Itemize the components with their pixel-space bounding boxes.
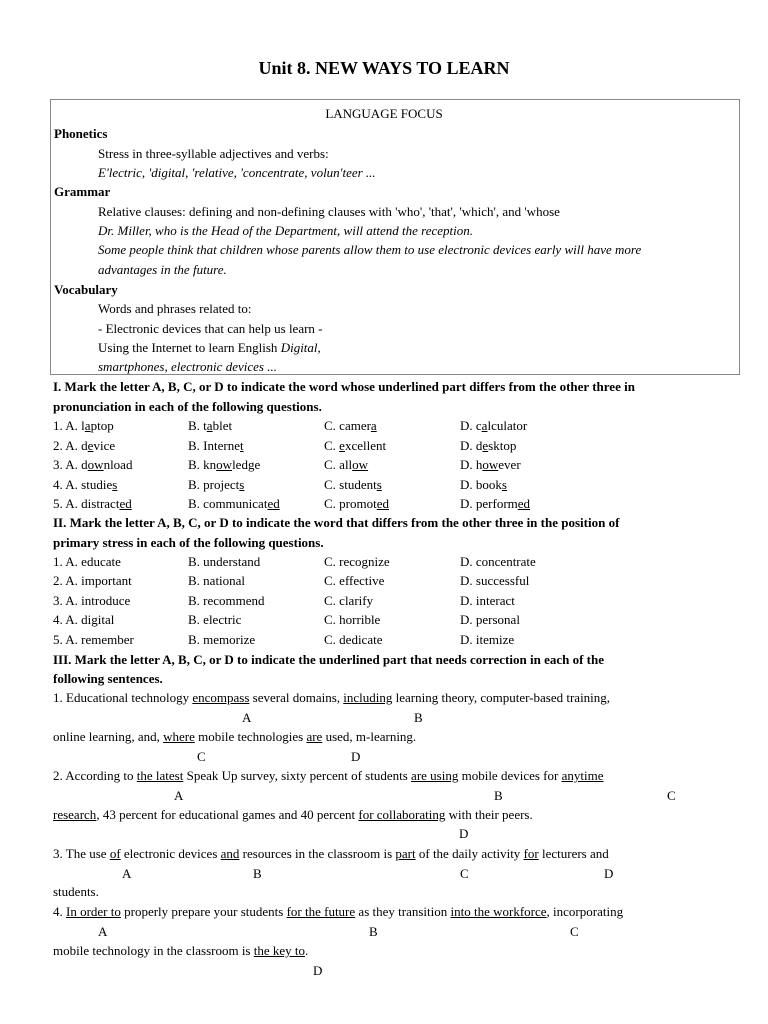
option-q1-b <box>188 418 232 434</box>
q2-letter-a: A <box>174 788 184 803</box>
underlined-part: s <box>376 476 382 492</box>
q4-letter-c: C <box>570 924 579 939</box>
stress-option-q2-b: B. national <box>188 573 246 589</box>
q1-line2 <box>53 729 416 745</box>
option-q2-b <box>188 438 244 454</box>
underlined-part: a <box>84 418 91 433</box>
language-focus-heading: LANGUAGE FOCUS <box>325 106 443 121</box>
option-text: nload <box>103 457 133 473</box>
underlined-part: a <box>206 418 213 433</box>
sentence-text: lecturers and <box>538 846 609 861</box>
grammar-example-2: Some people think that children whose parents allow them to use electronic devices early will have more <box>98 242 642 257</box>
underlined-part: for collaborating <box>358 807 446 822</box>
underlined-part: research <box>53 807 97 822</box>
sentence-text: mobile devices for <box>458 768 562 783</box>
option-text: xcellent <box>344 437 387 453</box>
stress-option-q1-a: 1. A. educate <box>53 554 121 569</box>
underlined-part: the key to <box>253 943 306 958</box>
underlined-part: a <box>370 418 377 433</box>
sentence-text: online learning, and, <box>53 729 164 744</box>
underlined-part: a <box>481 418 488 433</box>
sentence-text: properly prepare your students <box>120 904 287 919</box>
option-text: D. book <box>460 476 502 492</box>
option-text: C. student <box>324 476 377 492</box>
q3-letter-c: C <box>460 866 469 881</box>
stress-option-q4-d: D. personal <box>460 612 520 628</box>
sentence-text: , incorporating <box>546 904 624 919</box>
underlined-part: ed <box>517 496 531 512</box>
q3-letter-a: A <box>122 866 132 881</box>
stress-option-q3-a: 3. A. introduce <box>53 592 131 608</box>
underlined-part: e <box>87 437 94 453</box>
stress-option-q3-b: B. recommend <box>188 592 265 608</box>
grammar-desc: Relative clauses: defining and non-defining clauses with 'who', 'that', 'which', and 'whose <box>98 204 560 219</box>
underlined-part: anytime <box>561 768 604 783</box>
underlined-part: ow <box>216 457 233 473</box>
underlined-part: e <box>482 437 489 453</box>
vocab-line-3-text: Using the Internet to learn English <box>98 340 281 355</box>
q4-letter-a: A <box>98 924 108 939</box>
q4-line2 <box>53 943 308 959</box>
stress-option-q4-b: B. electric <box>188 612 242 628</box>
option-text: C. all <box>324 457 353 473</box>
sentence-text: used, m-learning. <box>322 729 417 744</box>
option-text: ptop <box>90 418 114 433</box>
sentence-text: electronic devices <box>120 846 221 861</box>
sentence-text: resources in the classroom is <box>239 846 396 861</box>
q3-letter-d: D <box>604 866 614 881</box>
option-text: lculator <box>487 418 528 433</box>
underlined-part: s <box>239 476 245 492</box>
q1-letter-d: D <box>351 749 361 764</box>
stress-option-q1-d: D. concentrate <box>460 554 536 569</box>
vocab-line-4: smartphones, electronic devices ... <box>98 359 277 374</box>
sentence-text: with their peers. <box>445 807 533 822</box>
option-q4-a <box>53 477 117 493</box>
underlined-part: the latest <box>136 768 184 783</box>
sentence-text: learning theory, computer-based training, <box>392 690 611 705</box>
option-q2-a <box>53 438 115 454</box>
vocab-line-3 <box>98 340 321 356</box>
q2-letter-d: D <box>459 826 469 841</box>
option-q5-d <box>460 496 530 512</box>
stress-option-q2-d: D. successful <box>460 573 530 589</box>
underlined-part: In order to <box>66 904 121 919</box>
stress-option-q2-a: 2. A. important <box>53 573 132 589</box>
option-text: C. camer <box>324 418 371 433</box>
option-text: C. <box>324 437 340 453</box>
sentence-text: Speak Up survey, sixty percent of students <box>183 768 412 783</box>
stress-option-q5-a: 5. A. remember <box>53 631 134 647</box>
option-text: ever <box>498 457 521 473</box>
option-text: C. promot <box>324 496 377 512</box>
vocab-line-1: Words and phrases related to: <box>98 301 252 316</box>
sentence-text: 3. The use <box>53 846 110 861</box>
q4-letter-b: B <box>369 924 378 939</box>
sentence-text: , 43 percent for educational games and 40 percent <box>96 807 359 822</box>
underlined-part: and <box>220 846 240 861</box>
option-q2-c <box>324 438 386 454</box>
q3-line1 <box>53 846 609 862</box>
q1-letter-b: B <box>414 710 423 725</box>
stress-option-q5-d: D. itemize <box>460 631 515 647</box>
phonetics-desc: Stress in three-syllable adjectives and verbs: <box>98 146 329 161</box>
grammar-label: Grammar <box>54 184 111 199</box>
option-q3-c <box>324 457 368 473</box>
option-q3-b <box>188 457 260 473</box>
q3-line2: students. <box>53 884 99 899</box>
underlined-part: ed <box>119 496 132 512</box>
option-q5-c <box>324 496 389 512</box>
vocab-line-3-italic: Digital, <box>280 340 321 355</box>
option-text: B. kn <box>188 457 217 473</box>
stress-option-q1-c: C. recognize <box>324 554 390 569</box>
stress-option-q3-c: C. clarify <box>324 592 374 608</box>
section3-heading-line1: III. Mark the letter A, B, C, or D to indicate the underlined part that needs correction in each of the <box>53 652 605 667</box>
q4-line1 <box>53 904 623 920</box>
option-text: 3. A. d <box>53 457 88 473</box>
option-text: B. project <box>188 476 240 492</box>
option-q3-a <box>53 457 132 473</box>
q4-letter-d: D <box>313 963 323 978</box>
sentence-text: . <box>305 943 309 958</box>
section3-heading-line2: following sentences. <box>53 671 163 686</box>
section1-heading-line1: I. Mark the letter A, B, C, or D to indicate the word whose underlined part differs from the other three in <box>53 379 635 394</box>
option-text: sktop <box>488 437 517 453</box>
underlined-part: for the future <box>286 904 356 919</box>
option-text: B. communicat <box>188 496 268 512</box>
option-text: D. d <box>460 437 483 453</box>
option-q5-b <box>188 496 280 512</box>
q1-letter-c: C <box>197 749 206 764</box>
underlined-part: are using <box>411 768 459 783</box>
option-q5-a <box>53 496 132 512</box>
option-text: 2. A. d <box>53 437 88 453</box>
underlined-part: where <box>163 729 195 744</box>
q2-letter-c: C <box>667 788 676 803</box>
phonetics-label: Phonetics <box>54 126 108 141</box>
underlined-part: ed <box>267 496 280 512</box>
stress-option-q4-a: 4. A. digital <box>53 612 115 628</box>
underlined-part: ed <box>376 496 390 512</box>
sentence-text: mobile technologies <box>194 729 307 744</box>
stress-option-q3-d: D. interact <box>460 592 515 608</box>
sentence-text: 4. <box>53 904 66 919</box>
option-q4-c <box>324 477 382 493</box>
sentence-text: several domains, <box>249 690 344 705</box>
stress-option-q4-c: C. horrible <box>324 612 381 628</box>
underlined-part: encompass <box>192 690 250 705</box>
section2-heading-line1: II. Mark the letter A, B, C, or D to indicate the word that differs from the other three in the position of <box>53 515 620 530</box>
section2-heading-line2: primary stress in each of the following questions. <box>53 535 324 550</box>
q2-line2 <box>53 807 533 823</box>
sentence-text: 1. Educational technology <box>53 690 193 705</box>
underlined-part: ow <box>87 457 104 473</box>
underlined-part: are <box>306 729 323 744</box>
stress-option-q2-c: C. effective <box>324 573 385 589</box>
option-q4-d <box>460 477 507 493</box>
page-title: Unit 8. NEW WAYS TO LEARN <box>258 58 510 78</box>
option-text: 5. A. distract <box>53 496 120 512</box>
option-text: B. Interne <box>188 437 240 453</box>
option-q1-c <box>324 418 377 434</box>
sentence-text: mobile technology in the classroom is <box>53 943 254 958</box>
underlined-part: t <box>239 437 244 453</box>
q2-letter-b: B <box>494 788 503 803</box>
stress-option-q5-c: C. dedicate <box>324 631 383 647</box>
option-text: 4. A. studie <box>53 476 113 492</box>
option-text: blet <box>212 418 233 433</box>
option-q3-d <box>460 457 521 473</box>
option-text: D. perform <box>460 496 518 512</box>
underlined-part: e <box>339 437 345 453</box>
option-text: D. c <box>460 418 482 433</box>
underlined-part: into the workforce <box>450 904 547 919</box>
underlined-part: s <box>501 476 507 492</box>
section1-heading-line2: pronunciation in each of the following questions. <box>53 399 322 414</box>
grammar-example-1: Dr. Miller, who is the Head of the Department, will attend the reception. <box>98 223 474 238</box>
option-text: vice <box>93 437 116 453</box>
vocabulary-label: Vocabulary <box>54 282 118 297</box>
sentence-text: as they transition <box>355 904 451 919</box>
phonetics-example: E'lectric, 'digital, 'relative, 'concentrate, volun'teer ... <box>98 165 376 180</box>
vocab-line-2: - Electronic devices that can help us learn - <box>98 321 323 336</box>
sentence-text: of the daily activity <box>415 846 524 861</box>
option-text: B. t <box>188 418 207 433</box>
stress-option-q5-b: B. memorize <box>188 631 256 647</box>
option-text: ledge <box>232 457 261 473</box>
underlined-part: ow <box>352 457 369 473</box>
q1-letter-a: A <box>242 710 252 725</box>
option-q4-b <box>188 477 244 493</box>
q3-letter-b: B <box>253 866 262 881</box>
option-text: 1. A. l <box>53 418 85 433</box>
option-q2-d <box>460 438 516 454</box>
option-q1-a <box>53 418 114 434</box>
grammar-example-3: advantages in the future. <box>98 262 227 277</box>
underlined-part: part <box>395 846 416 861</box>
option-text: D. h <box>460 457 483 473</box>
option-q1-d <box>460 418 527 434</box>
underlined-part: including <box>343 690 393 705</box>
underlined-part: for <box>523 846 539 861</box>
underlined-part: ow <box>482 457 499 473</box>
q1-line1 <box>53 690 610 706</box>
underlined-part: of <box>109 846 121 861</box>
sentence-text: 2. According to <box>53 768 137 783</box>
q2-line1 <box>53 768 603 784</box>
stress-option-q1-b: B. understand <box>188 554 261 569</box>
underlined-part: s <box>112 476 118 492</box>
